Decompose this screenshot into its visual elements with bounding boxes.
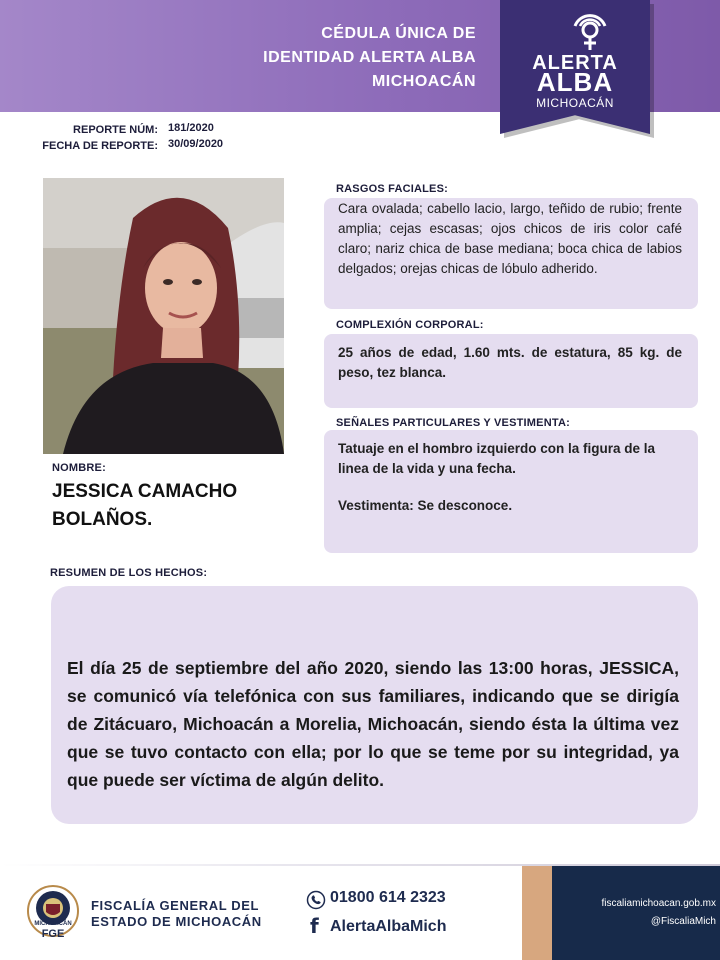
fiscalia-name-line-2: ESTADO DE MICHOACÁN bbox=[91, 914, 262, 929]
marks-text: Tatuaje en el hombro izquierdo con la figura de la linea de la vida y una fecha. bbox=[338, 441, 656, 476]
person-name-line-1: JESSICA CAMACHO bbox=[52, 481, 238, 502]
header-title bbox=[176, 22, 476, 94]
phone-number: 01800 614 2323 bbox=[330, 889, 446, 906]
badge-word-alba: ALBA bbox=[536, 67, 614, 97]
fiscalia-name bbox=[91, 898, 262, 930]
header-title-line-2: IDENTIDAD ALERTA ALBA bbox=[263, 49, 476, 66]
header-title-line-1: CÉDULA ÚNICA DE bbox=[321, 25, 476, 42]
phone-icon bbox=[306, 890, 326, 910]
facial-features-label: RASGOS FACIALES: bbox=[336, 183, 448, 195]
footer-social-panel bbox=[552, 866, 720, 960]
seal-fge-text: FGE bbox=[41, 928, 65, 940]
body-build-label: COMPLEXIÓN CORPORAL: bbox=[336, 319, 484, 331]
name-label: NOMBRE: bbox=[52, 462, 106, 474]
report-date-value: 30/09/2020 bbox=[168, 138, 224, 150]
badge-word-michoacan: MICHOACÁN bbox=[536, 96, 614, 110]
report-number-label: REPORTE NÚM: bbox=[73, 124, 158, 136]
facebook-icon: f bbox=[310, 914, 319, 938]
facebook-handle: AlertaAlbaMich bbox=[330, 918, 447, 935]
fiscalia-name-line-1: FISCALÍA GENERAL DEL bbox=[91, 898, 260, 913]
summary-text: El día 25 de septiembre del año 2020, siendo las 13:00 horas, JESSICA, se comunicó vía telefónica con sus familiares, indicando que se dirigía de Zitácuaro, Michoacán a Morelia, Michoacán, siendo ésta la última vez que se tuvo contacto con ella; por lo que se teme por su integridad, ya que puede ser víctima de algún delito. bbox=[67, 658, 679, 790]
summary-label: RESUMEN DE LOS HECHOS: bbox=[50, 567, 208, 579]
body-build-box bbox=[324, 334, 698, 408]
header-title-line-3: MICHOACÁN bbox=[371, 73, 476, 90]
person-name-line-2: BOLAÑOS. bbox=[52, 509, 153, 530]
report-date-label: FECHA DE REPORTE: bbox=[42, 140, 158, 152]
missing-person-photo bbox=[43, 178, 284, 454]
person-name bbox=[52, 478, 302, 534]
facial-features-box bbox=[324, 198, 698, 309]
twitter-handle: @FiscaliaMich bbox=[650, 916, 716, 927]
facial-features-text: Cara ovalada; cabello lacio, largo, teñido de rubio; frente amplia; cejas escasas; ojos chicos de iris color café claro; nariz chica de base mediana; boca chica de labios delgados; orejas chicas de lóbulo adherido. bbox=[338, 201, 682, 276]
badge-word-alerta: ALERTA bbox=[532, 52, 618, 74]
marks-clothing-box bbox=[324, 430, 698, 553]
portrait-illustration bbox=[43, 178, 284, 454]
website-url: fiscaliamichoacan.gob.mx bbox=[601, 898, 716, 909]
marks-clothing-label: SEÑALES PARTICULARES Y VESTIMENTA: bbox=[336, 417, 570, 429]
clothing-text: Vestimenta: Se desconoce. bbox=[338, 498, 513, 513]
seal-state-text: MICHOACÁN bbox=[34, 921, 72, 927]
summary-box bbox=[51, 586, 698, 824]
report-number-value: 181/2020 bbox=[168, 122, 214, 134]
footer-accent-stripe bbox=[522, 866, 552, 960]
body-build-text: 25 años de edad, 1.60 mts. de estatura, 85 kg. de peso, tez blanca. bbox=[338, 345, 682, 380]
